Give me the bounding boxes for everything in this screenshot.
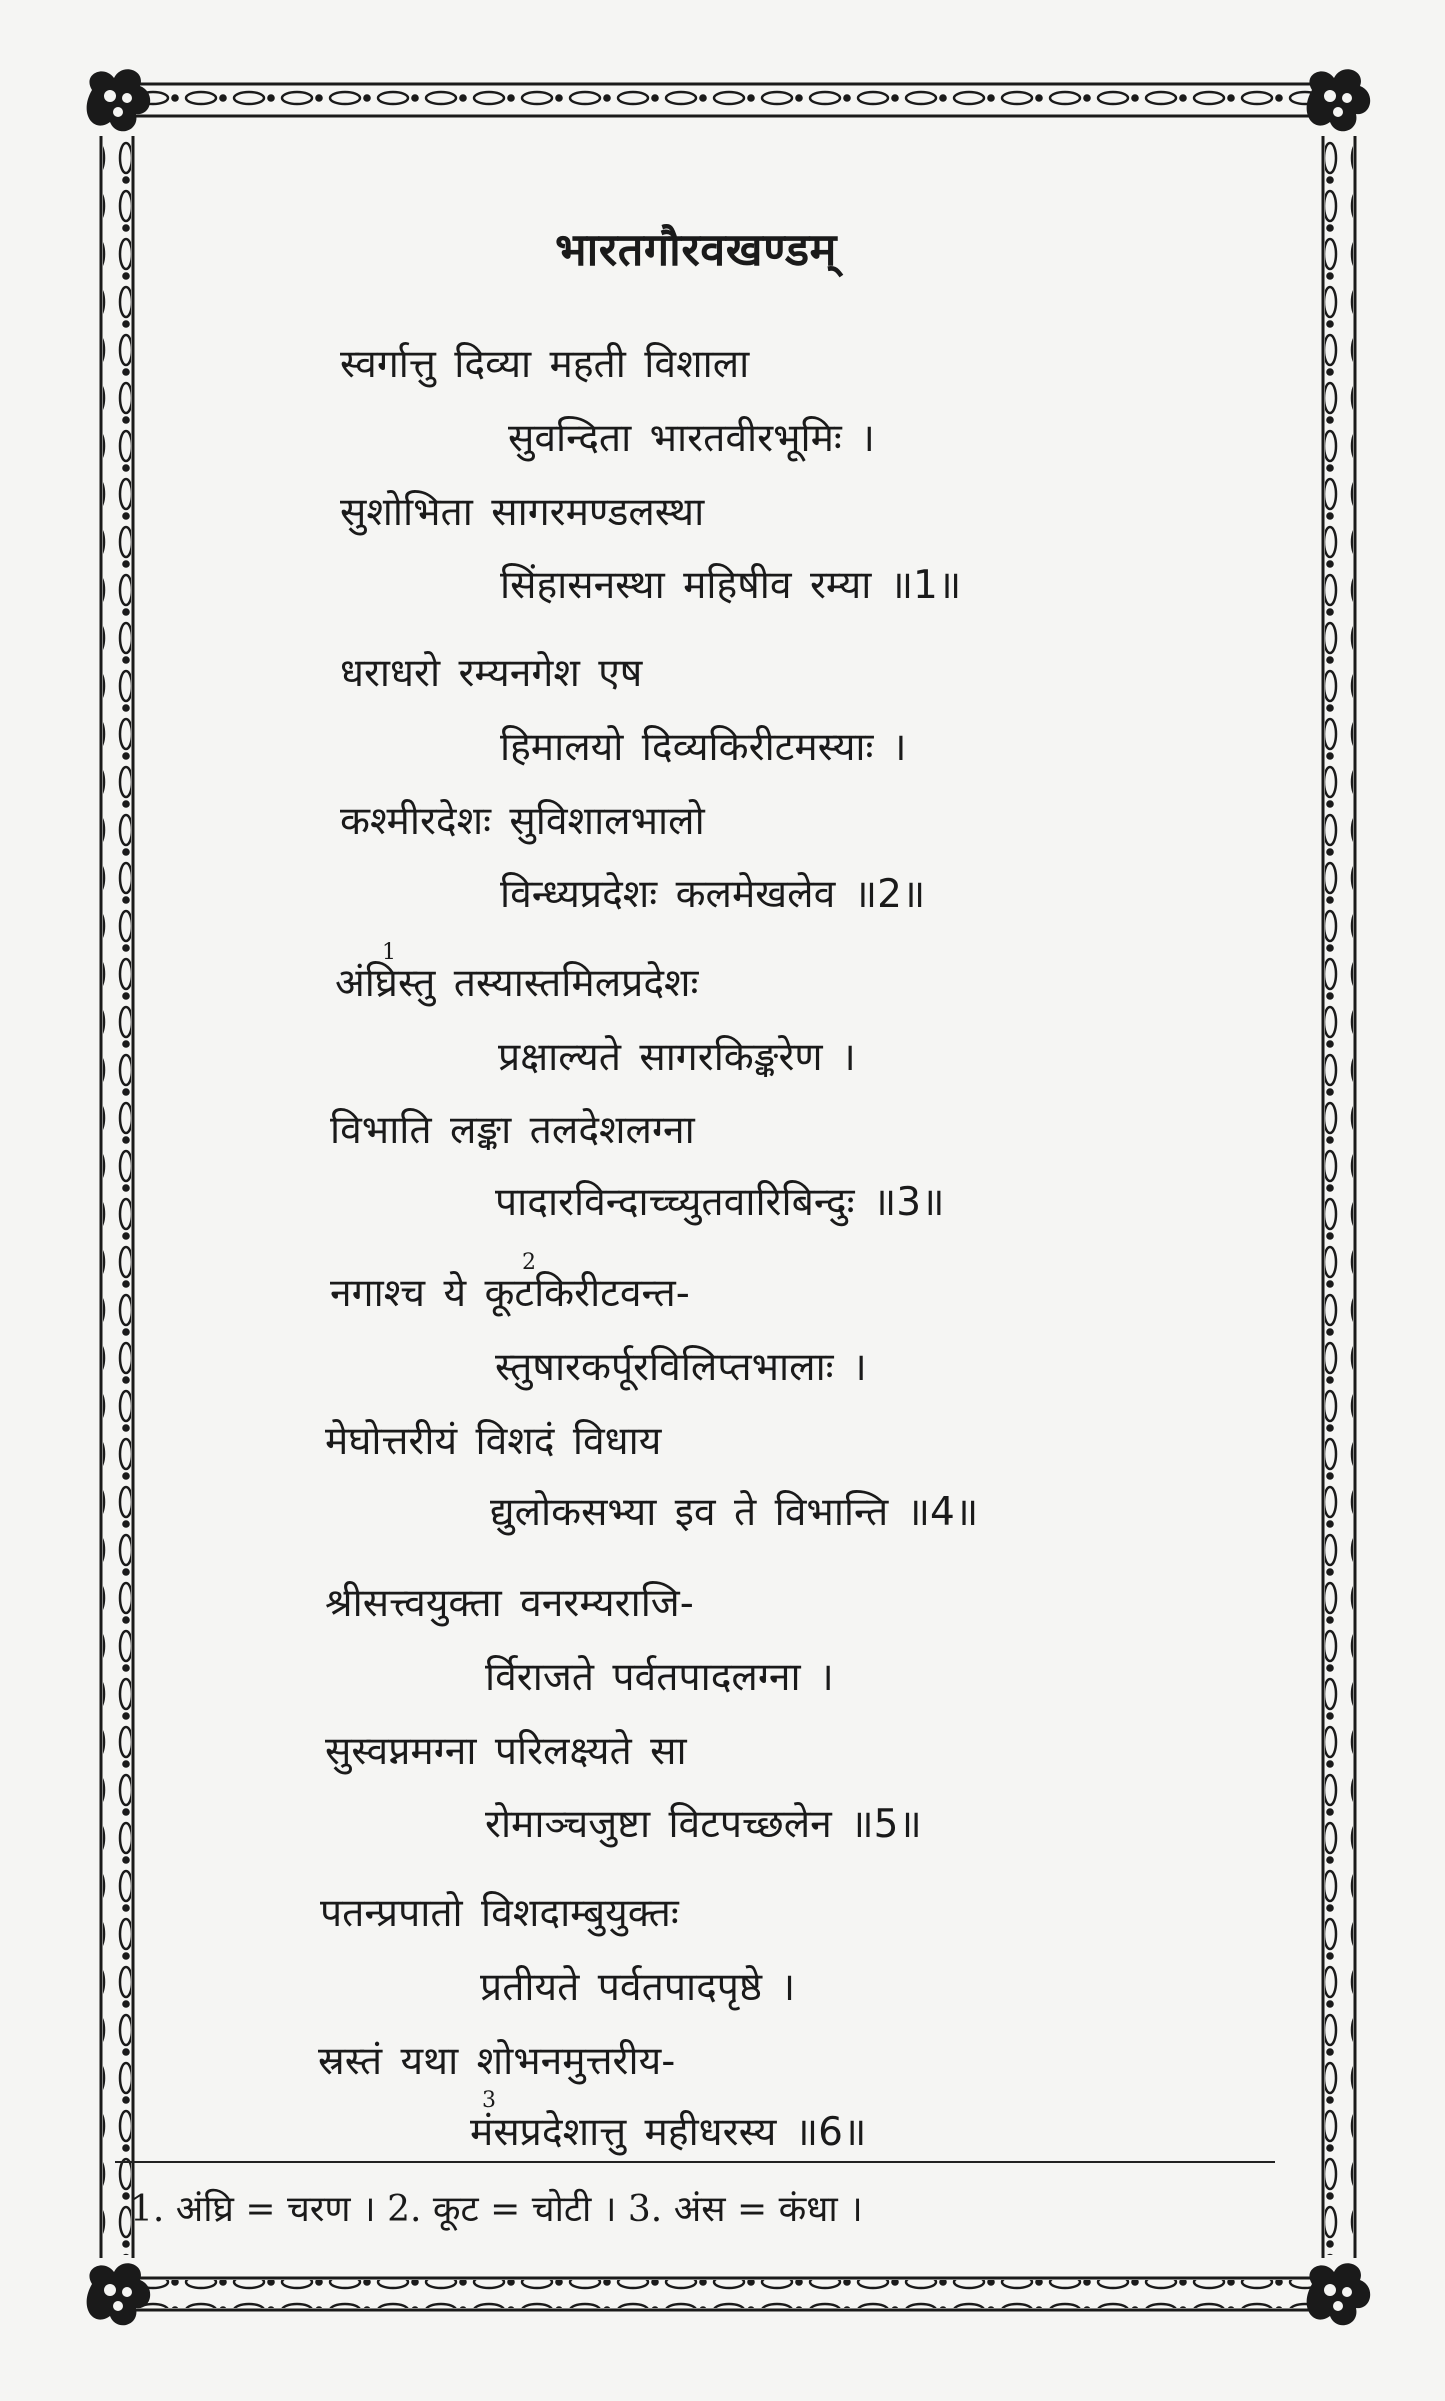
corner-ornament-top-right	[1307, 69, 1371, 131]
corner-ornament-top-left	[87, 69, 151, 131]
verse-1-line-3: सुशोभिता सागरमण्डलस्था	[340, 490, 705, 535]
verse-2-line-3: कश्मीरदेशः सुविशालभालो	[340, 799, 705, 844]
verse-5-line-2: र्विराजते पर्वतपादलग्ना ।	[485, 1655, 834, 1700]
verse-3-line-4: पादारविन्दाच्च्युतवारिबिन्दुः ॥3॥	[495, 1180, 945, 1225]
verse-2-line-2: हिमालयो दिव्यकिरीटमस्याः ।	[500, 725, 907, 770]
verse-4-line-2: स्तुषारकर्पूरविलिप्तभालाः ।	[495, 1345, 867, 1390]
verse-4-line-1: नगाश्च ये कूटकिरीटवन्त-	[330, 1271, 690, 1316]
corner-ornament-bottom-right	[1307, 2263, 1371, 2325]
footnote-divider	[115, 2161, 1275, 2163]
verse-3-line-2: प्रक्षाल्यते सागरकिङ्करेण ।	[498, 1035, 856, 1080]
verse-6-line-4: मंसप्रदेशात्तु महीधरस्य ॥6॥	[470, 2110, 867, 2155]
verse-6-line-3: स्रस्तं यथा शोभनमुत्तरीय-	[318, 2039, 676, 2084]
footnote-marker-3: 3	[482, 2088, 496, 2113]
verse-3-line-1: अंघ्रिस्तु तस्यास्तमिलप्रदेशः	[335, 961, 699, 1006]
verse-4-line-4: द्युलोकसभ्या इव ते विभान्ति ॥4॥	[490, 1490, 979, 1535]
footnote-marker-2: 2	[522, 1250, 536, 1275]
footnote-marker-1: 1	[382, 940, 396, 965]
page-title: भारतगौरवखण्डम्	[555, 223, 837, 276]
verse-1-line-2: सुवन्दिता भारतवीरभूमिः ।	[508, 416, 875, 461]
verse-6-line-1: पतन्प्रपातो विशदाम्बुयुक्तः	[320, 1891, 679, 1936]
verse-2-line-1: धराधरो रम्यनगेश एष	[340, 651, 643, 696]
verse-4-line-3: मेघोत्तरीयं विशदं विधाय	[325, 1419, 662, 1464]
footnotes: 1. अंघ्रि = चरण । 2. कूट = चोटी । 3. अंस = कंधा ।	[130, 2189, 863, 2230]
verse-5-line-3: सुस्वप्नमग्ना परिलक्ष्यते सा	[325, 1729, 687, 1774]
verse-5-line-1: श्रीसत्त्वयुक्ता वनरम्यराजि-	[325, 1581, 694, 1626]
verse-3-line-3: विभाति लङ्का तलदेशलग्ना	[330, 1108, 695, 1153]
corner-ornament-bottom-left	[87, 2263, 151, 2325]
verse-1-line-4: सिंहासनस्था महिषीव रम्या ॥1॥	[500, 563, 962, 608]
verse-6-line-2: प्रतीयते पर्वतपादपृष्ठे ।	[480, 1965, 796, 2010]
verse-1-line-1: स्वर्गात्तु दिव्या महती विशाला	[340, 342, 750, 387]
verse-2-line-4: विन्ध्यप्रदेशः कलमेखलेव ॥2॥	[500, 872, 926, 917]
verse-5-line-4: रोमाञ्चजुष्टा विटपच्छलेन ॥5॥	[485, 1802, 922, 1847]
